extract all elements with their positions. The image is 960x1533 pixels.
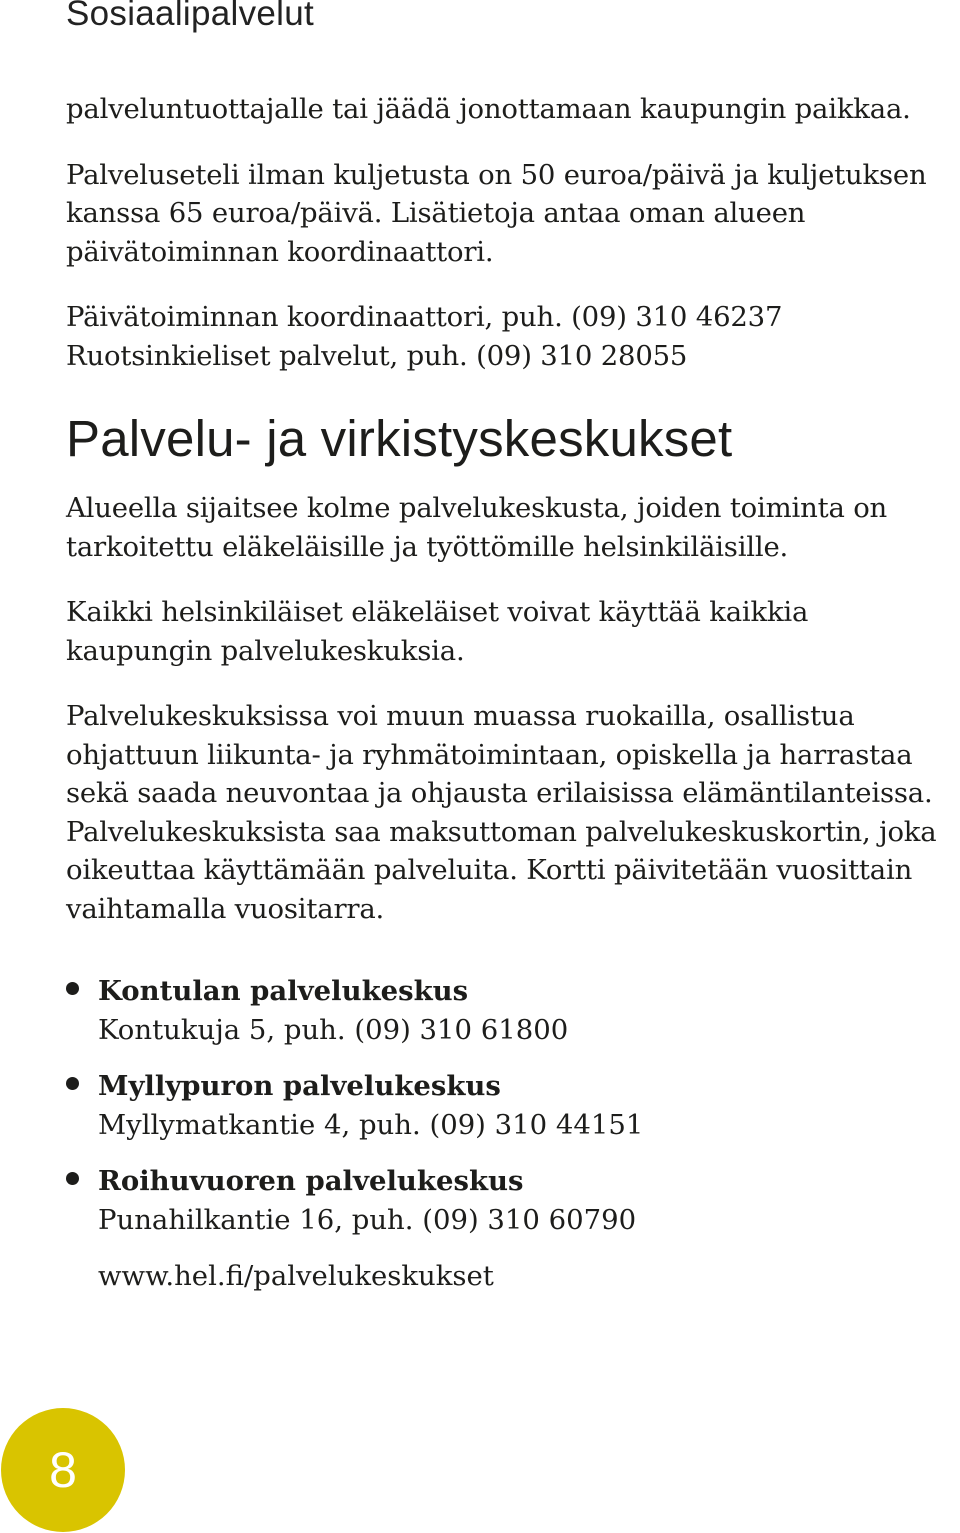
center-address: Kontukuja 5, puh. (09) 310 61800 xyxy=(98,1014,569,1046)
section-header: Sosiaalipalvelut xyxy=(66,0,315,33)
contact-line-2: Ruotsinkieliset palvelut, puh. (09) 310 28055 xyxy=(66,339,688,372)
website-link[interactable]: www.hel.fi/palvelukeskukset xyxy=(98,1260,494,1292)
list-item xyxy=(66,1162,946,1240)
center-address: Myllymatkantie 4, puh. (09) 310 44151 xyxy=(98,1109,644,1141)
center-name: Kontulan palvelukeskus xyxy=(98,975,469,1007)
bullet-icon xyxy=(66,982,79,995)
list-item xyxy=(66,972,946,1050)
center-address: Punahilkantie 16, puh. (09) 310 60790 xyxy=(98,1204,637,1236)
page-number-badge xyxy=(1,1408,125,1532)
service-center-list xyxy=(66,972,946,1240)
section-paragraph-1: Alueella sijaitsee kolme palvelukeskusta, joiden toiminta on tarkoitettu eläkeläisille ja työttömille helsinkiläisille. xyxy=(66,492,888,563)
intro-paragraph-1: palveluntuottajalle tai jäädä jonottamaan kaupungin paikkaa. xyxy=(66,93,911,125)
section-paragraph-3: Palvelukeskuksissa voi muun muassa ruokailla, osallistua ohjattuun liikunta- ja ryhmätoimintaan, opiskella ja harrastaa sekä saada neuvontaa ja ohjausta erilaisissa elämäntilanteissa. Palvelukeskuksista saa maksuttoman palvelukeskuskortin, joka oikeuttaa käyttämään palveluita. Kortti päivitetään vuosittain vaihtamalla vuositarra. xyxy=(66,700,937,925)
intro-paragraph-2: Palveluseteli ilman kuljetusta on 50 euroa/päivä ja kuljetuksen kanssa 65 euroa/päivä. Lisätietoja antaa oman alueen päivätoiminnan koordinaattori. xyxy=(66,158,927,268)
bullet-icon xyxy=(66,1077,79,1090)
bullet-icon xyxy=(66,1172,79,1185)
page-number: 8 xyxy=(49,1442,77,1498)
contact-line-1: Päivätoiminnan koordinaattori, puh. (09) 310 46237 xyxy=(66,301,783,333)
page-content xyxy=(66,90,946,1296)
center-name: Myllypuron palvelukeskus xyxy=(98,1070,501,1102)
section-heading: Palvelu- ja virkistyskeskukset xyxy=(66,410,733,467)
section-paragraph-2: Kaikki helsinkiläiset eläkeläiset voivat käyttää kaikkia kaupungin palvelukeskuksia. xyxy=(66,596,809,667)
list-item xyxy=(66,1067,946,1145)
center-name: Roihuvuoren palvelukeskus xyxy=(98,1165,524,1197)
